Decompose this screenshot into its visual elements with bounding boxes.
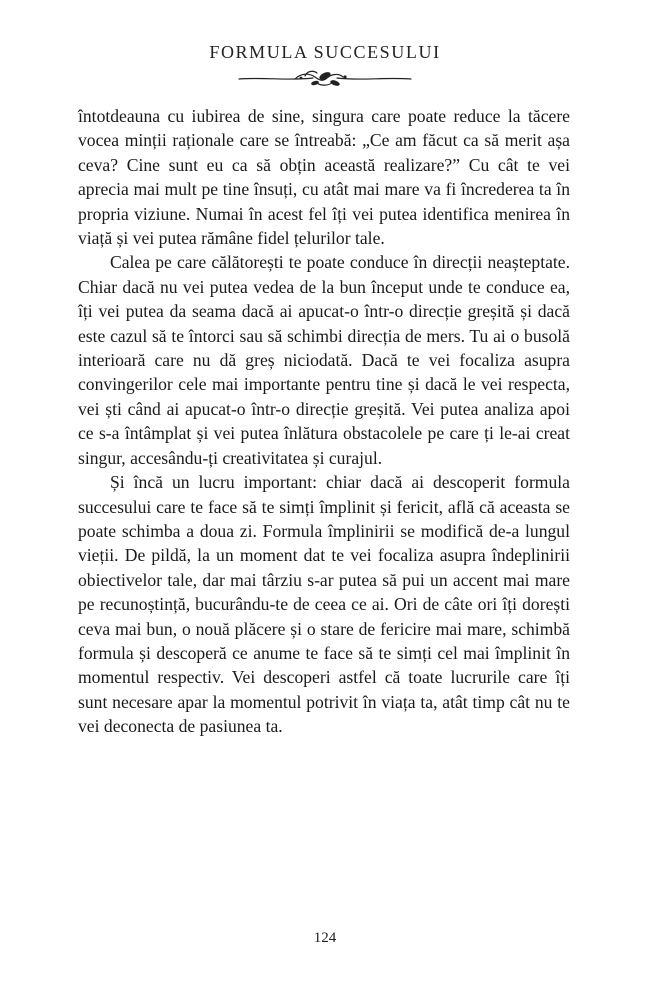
- flourish-ornament-icon: [235, 67, 415, 89]
- paragraph: întotdeauna cu iubirea de sine, singura care poate reduce la tăcere vocea minții raționale care se întreabă: „Ce am făcut ca să merit așa ceva? Cine sunt eu ca să obțin această realizare?” Cu cât te vei aprecia mai mult pe tine însuți, cu atât mai mare va fi încrederea ta în propria viziune. Numai în acest fel îți vei putea identifica menirea în viață și vei putea rămâne fidel țelurilor tale.: [78, 106, 570, 249]
- page-number: 124: [313, 930, 337, 946]
- body-text: [78, 104, 570, 739]
- running-title: FORMULA SUCCESULUI: [209, 42, 441, 62]
- paragraph: Și încă un lucru important: chiar dacă ai descoperit formula succesului care te face să te simți împlinit și fericit, află că aceasta se poate schimba a doua zi. Formula împlinirii se modifică de-a lungul vieții. De pildă, la un moment dat te vei focaliza asupra îndeplinirii obiectivelor tale, dar mai târziu s-ar putea să pui un accent mai mare pe recunoștință, bucurându-te de ceea ce ai. Ori de câte ori îți dorești ceva mai bun, o nouă plăcere și o stare de fericire mai mare, schimbă formula și descoperă ce anume te face să te simți cel mai împlinit în momentul respectiv. Vei descoperi astfel că toate lucrurile care îți sunt necesare apar la momentul potrivit în viața ta, atât timp cât nu te vei deconecta de pasiunea ta.: [78, 472, 570, 737]
- paragraph: Calea pe care călătorești te poate conduce în direcții neașteptate. Chiar dacă nu vei putea vedea de la bun început unde te conduce ea, îți vei putea da seama dacă ai apucat-o într-o direcție greșită și dacă este cazul să te întorci sau să schimbi direcția de mers. Tu ai o busolă interioară care nu dă greș niciodată. Dacă te vei focaliza asupra convingerilor cele mai importante pentru tine și dacă le vei respecta, vei ști când ai apucat-o într-o direcție greșită. Vei putea analiza apoi ce s-a întâmplat și vei putea înlătura obstacolele pe care ți le-ai creat singur, accesându-ți creativitatea și curajul.: [78, 252, 570, 468]
- page-header: [0, 42, 650, 89]
